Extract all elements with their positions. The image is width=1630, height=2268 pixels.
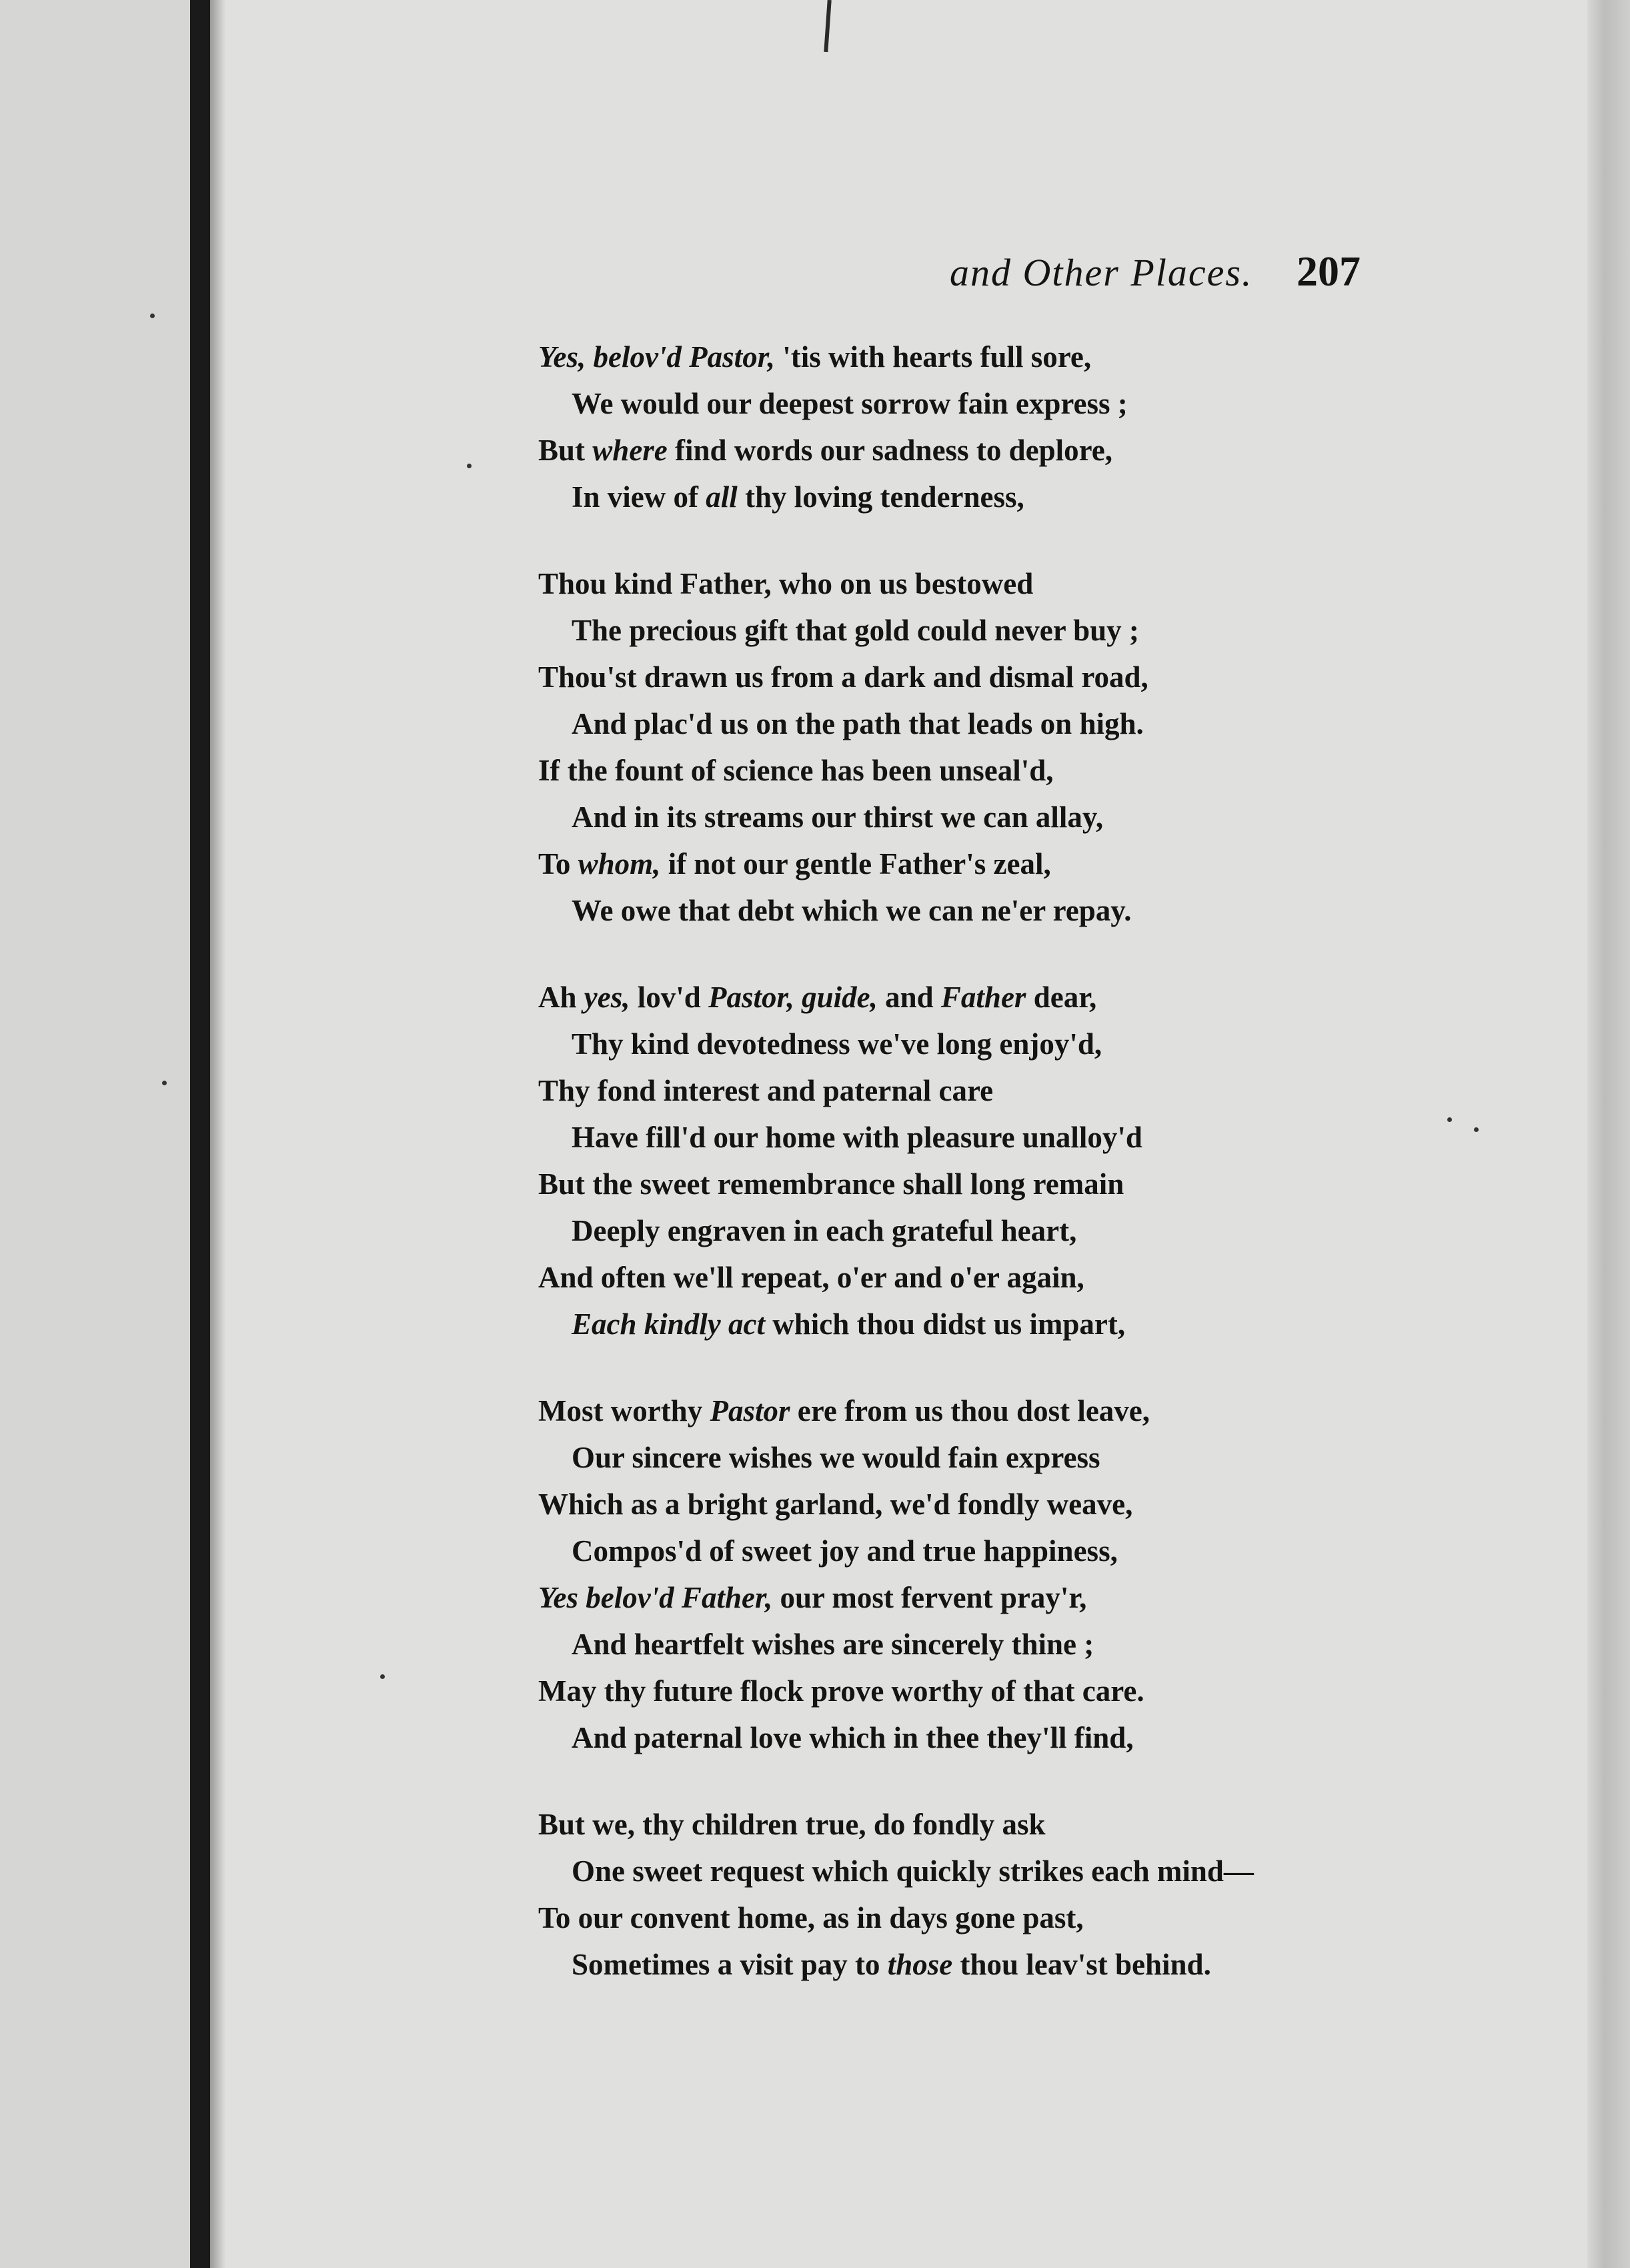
stanza [538,974,1579,1347]
poem-line [538,1434,1579,1481]
poem-line [538,1301,1579,1347]
poem-line [538,1528,1579,1574]
stanza [538,334,1579,520]
italic-phrase: where [592,434,668,467]
line-text: And paternal love which in thee they'll find, [572,1721,1134,1754]
poem-line [538,474,1579,520]
poem-line [538,1114,1579,1161]
scan-speck [162,1081,167,1085]
poem-line [538,1941,1579,1988]
page-edge-shadow [1587,0,1630,2268]
line-text: But the sweet remembrance shall long remain [538,1167,1124,1201]
line-text: 'tis with hearts full sore, [774,340,1092,374]
poem-line [538,1387,1579,1434]
line-text: And often we'll repeat, o'er and o'er again, [538,1261,1084,1294]
poem-line [538,794,1579,840]
line-text: find words our sadness to deplore, [667,434,1112,467]
line-text: And in its streams our thirst we can allay, [572,800,1104,834]
poem-line [538,1021,1579,1067]
running-title: and Other Places. [950,251,1253,294]
facing-page-edge [0,0,190,2268]
italic-phrase: Yes, belov'd Pastor, [538,340,775,374]
poem-line [538,1067,1579,1114]
gutter-shadow [210,0,226,2268]
poem-line [538,1207,1579,1254]
line-text: thou leav'st behind. [952,1948,1211,1981]
poem-line [538,974,1579,1021]
line-text: May thy future flock prove worthy of that care. [538,1674,1144,1708]
line-text: if not our gentle Father's zeal, [660,847,1051,881]
poem-line [538,747,1579,794]
line-text: If the fount of science has been unseal'd, [538,754,1054,787]
line-text: Most worthy [538,1394,710,1428]
poem-line [538,1894,1579,1941]
poem-line [538,1621,1579,1668]
italic-phrase: Pastor, guide, [708,981,878,1014]
poem-line [538,560,1579,607]
line-text: But we, thy children true, do fondly ask [538,1808,1046,1841]
line-text: lov'd [630,981,709,1014]
line-text: Thy fond interest and paternal care [538,1074,994,1107]
page-number: 207 [1297,247,1361,295]
line-text: Deeply engraven in each grateful heart, [572,1214,1077,1247]
line-text: The precious gift that gold could never buy ; [572,614,1139,647]
line-text: We owe that debt which we can ne'er repay. [572,894,1132,927]
italic-phrase: Father [940,981,1026,1014]
line-text: We would our deepest sorrow fain express ; [572,387,1128,420]
poem-line [538,1848,1579,1894]
line-text: Thy kind devotedness we've long enjoy'd, [572,1027,1102,1061]
line-text: thy loving tenderness, [737,480,1024,514]
poem-line [538,1574,1579,1621]
poem-line [538,654,1579,700]
italic-phrase: Each kindly act [572,1307,765,1341]
line-text: Thou'st drawn us from a dark and dismal road, [538,660,1148,694]
poem-line [538,1801,1579,1848]
poem-line [538,1481,1579,1528]
poem-line [538,700,1579,747]
poem-line [538,840,1579,887]
line-text: and [877,981,941,1014]
line-text: Ah [538,981,584,1014]
scan-speck [150,314,155,318]
poem-line [538,1668,1579,1714]
italic-phrase: Pastor [710,1394,790,1428]
stanza [538,560,1579,934]
italic-phrase: yes, [584,981,630,1014]
line-text: One sweet request which quickly strikes each mind— [572,1854,1254,1888]
poem-line [538,427,1579,474]
book-page [226,0,1587,2268]
poem-line [538,607,1579,654]
line-text: Have fill'd our home with pleasure unalloy'd [572,1121,1142,1154]
line-text: Our sincere wishes we would fain express [572,1441,1100,1474]
italic-phrase: Yes belov'd Father, [538,1581,773,1614]
line-text: Thou kind Father, who on us bestowed [538,567,1034,600]
italic-phrase: those [887,1948,953,1981]
line-text: which thou didst us impart, [765,1307,1126,1341]
line-text: But [538,434,593,467]
line-text: To our convent home, as in days gone past, [538,1901,1084,1934]
poem-line [538,1714,1579,1761]
stanza [538,1801,1579,1988]
italic-phrase: all [706,480,738,514]
line-text: Sometimes a visit pay to [572,1948,888,1981]
line-text: Compos'd of sweet joy and true happiness, [572,1534,1118,1568]
line-text: our most fervent pray'r, [772,1581,1087,1614]
poem-line [538,334,1579,380]
line-text: ere from us thou dost leave, [790,1394,1150,1428]
line-text: To [538,847,578,881]
italic-phrase: whom, [578,847,661,881]
line-text: And heartfelt wishes are sincerely thine ; [572,1628,1094,1661]
poem-line [538,1254,1579,1301]
poem-line [538,1161,1579,1207]
line-text: And plac'd us on the path that leads on high. [572,707,1144,740]
line-text: Which as a bright garland, we'd fondly weave, [538,1488,1133,1521]
book-binding-gutter [190,0,210,2268]
line-text: dear, [1026,981,1097,1014]
stanza [538,1387,1579,1761]
poem [538,334,1579,2028]
line-text: In view of [572,480,706,514]
poem-line [538,887,1579,934]
poem-line [538,380,1579,427]
